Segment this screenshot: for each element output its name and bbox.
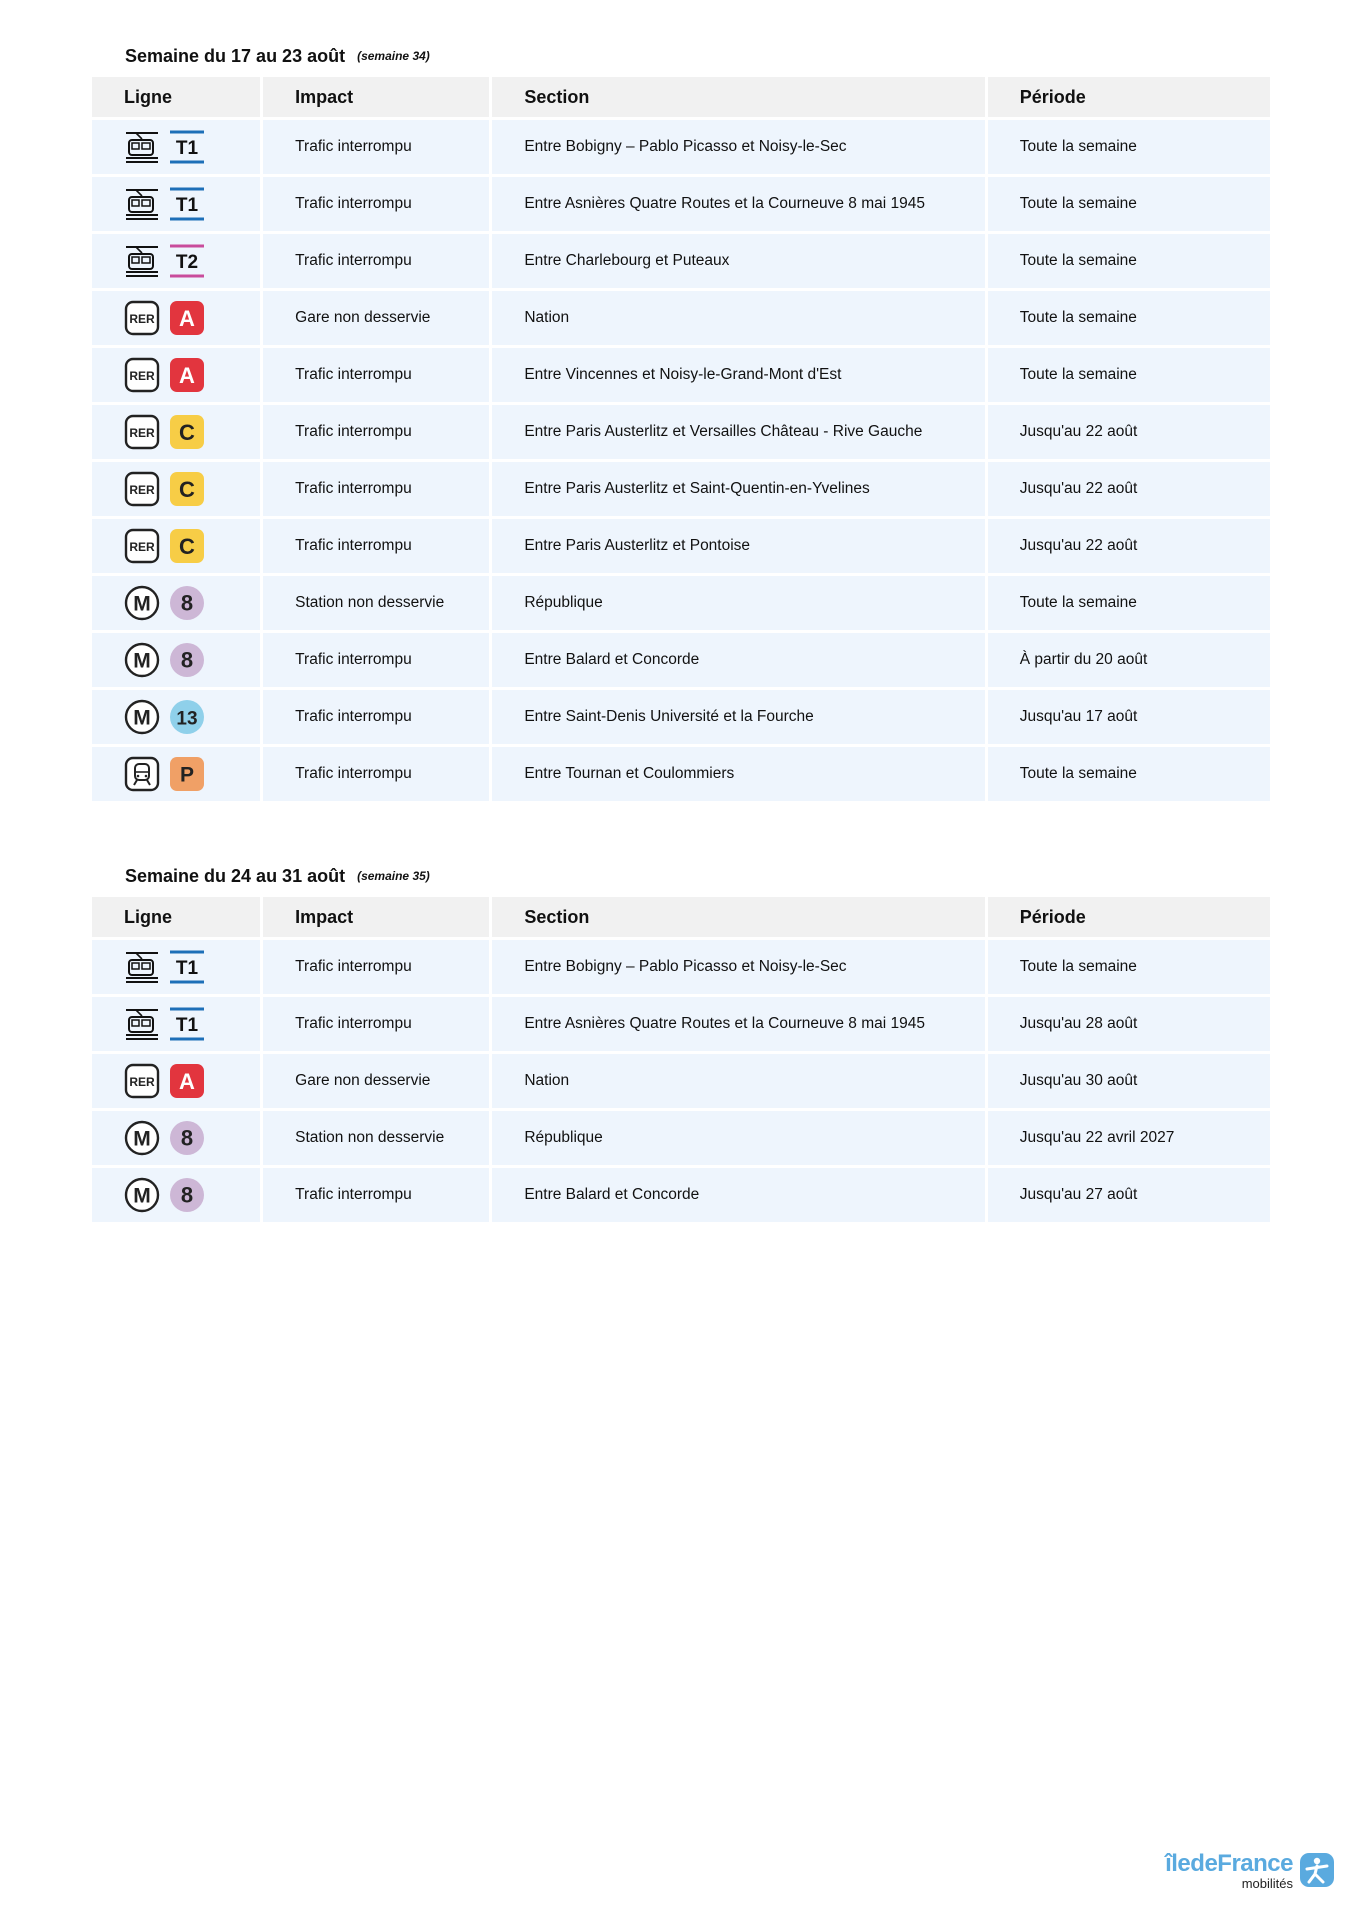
header-ligne: Ligne — [92, 77, 260, 117]
metro-icon — [124, 1120, 160, 1156]
cell-impact: Trafic interrompu — [263, 405, 489, 459]
svg-text:M: M — [133, 706, 151, 730]
cell-section: Entre Paris Austerlitz et Versailles Château - Rive Gauche — [492, 405, 984, 459]
rer-icon — [124, 1063, 160, 1099]
brand-sub: mobilités — [1241, 1876, 1293, 1891]
cell-impact: Trafic interrompu — [263, 940, 489, 994]
cell-ligne — [92, 462, 260, 516]
cell-ligne — [92, 1168, 260, 1222]
cell-section: Entre Charlebourg et Puteaux — [492, 234, 984, 288]
line-label: A — [179, 1069, 195, 1094]
cell-ligne — [92, 690, 260, 744]
svg-text:RER: RER — [129, 426, 155, 440]
cell-impact: Trafic interrompu — [263, 747, 489, 801]
table-row — [92, 519, 1270, 573]
cell-section: Entre Bobigny – Pablo Picasso et Noisy-le-Sec — [492, 940, 984, 994]
cell-ligne — [92, 1111, 260, 1165]
cell-section: Entre Bobigny – Pablo Picasso et Noisy-le-Sec — [492, 120, 984, 174]
line-badge-p — [169, 756, 205, 792]
cell-ligne — [92, 633, 260, 687]
cell-periode: Jusqu'au 30 août — [988, 1054, 1270, 1108]
cell-periode: Toute la semaine — [988, 291, 1270, 345]
cell-section: Entre Saint-Denis Université et la Fourche — [492, 690, 984, 744]
rer-icon — [124, 357, 160, 393]
header-ligne: Ligne — [92, 897, 260, 937]
cell-section: Entre Asnières Quatre Routes et la Courneuve 8 mai 1945 — [492, 177, 984, 231]
cell-impact: Trafic interrompu — [263, 462, 489, 516]
svg-text:RER: RER — [129, 483, 155, 497]
disruptions-table — [89, 894, 1273, 1225]
cell-periode: Jusqu'au 22 août — [988, 462, 1270, 516]
line-badge-c — [169, 414, 205, 450]
week-section-34 — [92, 38, 1270, 804]
line-badge-c — [169, 471, 205, 507]
week-section-35 — [92, 858, 1270, 1225]
line-label: 8 — [180, 590, 194, 616]
cell-ligne — [92, 519, 260, 573]
line-label: T1 — [175, 1015, 199, 1036]
line-badge-c — [169, 528, 205, 564]
header-impact: Impact — [263, 897, 489, 937]
table-row — [92, 462, 1270, 516]
brand-logo — [1155, 1850, 1335, 1892]
tram-icon — [124, 186, 160, 222]
line-label: A — [179, 306, 195, 331]
tram-icon — [124, 949, 160, 985]
line-badge-8 — [169, 585, 205, 621]
line-badge-t1 — [169, 949, 205, 985]
header-periode: Période — [988, 897, 1270, 937]
cell-periode: Jusqu'au 27 août — [988, 1168, 1270, 1222]
line-label: 8 — [180, 1125, 194, 1151]
week-heading — [125, 38, 1270, 74]
metro-icon — [124, 642, 160, 678]
cell-periode: Toute la semaine — [988, 940, 1270, 994]
svg-text:M: M — [133, 592, 151, 616]
cell-section: Entre Balard et Concorde — [492, 633, 984, 687]
week-title: Semaine du 17 au 23 août — [125, 45, 346, 66]
rer-icon — [124, 471, 160, 507]
table-row — [92, 576, 1270, 630]
table-row — [92, 1168, 1270, 1222]
line-badge-t1 — [169, 129, 205, 165]
line-label: T1 — [175, 195, 199, 216]
cell-ligne — [92, 940, 260, 994]
cell-ligne — [92, 291, 260, 345]
line-label: T2 — [175, 252, 199, 273]
svg-text:RER: RER — [129, 540, 155, 554]
line-badge-a — [169, 1063, 205, 1099]
cell-impact: Trafic interrompu — [263, 234, 489, 288]
disruptions-table — [89, 74, 1273, 804]
line-label: P — [179, 763, 195, 787]
tram-icon — [124, 243, 160, 279]
cell-impact: Trafic interrompu — [263, 997, 489, 1051]
line-badge-8 — [169, 642, 205, 678]
cell-periode: Jusqu'au 22 août — [988, 405, 1270, 459]
cell-section: Entre Paris Austerlitz et Saint-Quentin-en-Yvelines — [492, 462, 984, 516]
table-row — [92, 348, 1270, 402]
table-header-row — [92, 77, 1270, 117]
cell-section: Entre Paris Austerlitz et Pontoise — [492, 519, 984, 573]
cell-impact: Station non desservie — [263, 576, 489, 630]
table-row — [92, 690, 1270, 744]
cell-periode: Jusqu'au 22 avril 2027 — [988, 1111, 1270, 1165]
line-label: T1 — [175, 138, 199, 159]
table-row — [92, 234, 1270, 288]
cell-impact: Trafic interrompu — [263, 1168, 489, 1222]
line-badge-a — [169, 357, 205, 393]
svg-text:RER: RER — [129, 369, 155, 383]
week-subtitle: (semaine 34) — [357, 49, 430, 63]
table-row — [92, 633, 1270, 687]
rer-icon — [124, 300, 160, 336]
cell-ligne — [92, 234, 260, 288]
table-row — [92, 1111, 1270, 1165]
cell-section: Nation — [492, 1054, 984, 1108]
tram-icon — [124, 129, 160, 165]
cell-ligne — [92, 576, 260, 630]
line-label: 8 — [180, 647, 194, 673]
train-icon — [124, 756, 160, 792]
cell-ligne — [92, 997, 260, 1051]
svg-text:M: M — [133, 1127, 151, 1151]
cell-periode: Jusqu'au 28 août — [988, 997, 1270, 1051]
line-label: C — [179, 534, 195, 559]
cell-section: Entre Tournan et Coulommiers — [492, 747, 984, 801]
cell-ligne — [92, 1054, 260, 1108]
table-row — [92, 997, 1270, 1051]
line-label: T1 — [175, 958, 199, 979]
cell-periode: Toute la semaine — [988, 747, 1270, 801]
cell-section: Nation — [492, 291, 984, 345]
metro-icon — [124, 585, 160, 621]
cell-section: République — [492, 1111, 984, 1165]
cell-periode: Toute la semaine — [988, 177, 1270, 231]
table-row — [92, 120, 1270, 174]
cell-section: Entre Asnières Quatre Routes et la Courneuve 8 mai 1945 — [492, 997, 984, 1051]
svg-text:RER: RER — [129, 1075, 155, 1089]
idfm-logo-icon — [1299, 1852, 1335, 1888]
cell-section: République — [492, 576, 984, 630]
line-badge-8 — [169, 1120, 205, 1156]
line-label: C — [179, 477, 195, 502]
cell-impact: Trafic interrompu — [263, 633, 489, 687]
rer-icon — [124, 528, 160, 564]
line-badge-t2 — [169, 243, 205, 279]
cell-periode: Toute la semaine — [988, 234, 1270, 288]
header-section: Section — [492, 897, 984, 937]
svg-text:M: M — [133, 1184, 151, 1208]
cell-impact: Trafic interrompu — [263, 348, 489, 402]
table-header-row — [92, 897, 1270, 937]
brand-name: îledeFrance — [1165, 1850, 1293, 1877]
cell-impact: Trafic interrompu — [263, 690, 489, 744]
svg-text:M: M — [133, 649, 151, 673]
cell-ligne — [92, 120, 260, 174]
metro-icon — [124, 699, 160, 735]
cell-impact: Trafic interrompu — [263, 177, 489, 231]
cell-periode: Toute la semaine — [988, 120, 1270, 174]
table-row — [92, 291, 1270, 345]
line-label: C — [179, 420, 195, 445]
cell-periode: Toute la semaine — [988, 348, 1270, 402]
line-badge-8 — [169, 1177, 205, 1213]
table-row — [92, 405, 1270, 459]
cell-periode: Jusqu'au 17 août — [988, 690, 1270, 744]
table-row — [92, 940, 1270, 994]
table-row — [92, 747, 1270, 801]
line-label: 13 — [176, 708, 198, 730]
line-badge-t1 — [169, 186, 205, 222]
cell-ligne — [92, 747, 260, 801]
tram-icon — [124, 1006, 160, 1042]
metro-icon — [124, 1177, 160, 1213]
svg-text:RER: RER — [129, 312, 155, 326]
header-impact: Impact — [263, 77, 489, 117]
rer-icon — [124, 414, 160, 450]
cell-impact: Gare non desservie — [263, 291, 489, 345]
cell-impact: Trafic interrompu — [263, 120, 489, 174]
cell-impact: Trafic interrompu — [263, 519, 489, 573]
week-heading — [125, 858, 1270, 894]
week-title: Semaine du 24 au 31 août — [125, 865, 346, 886]
header-periode: Période — [988, 77, 1270, 117]
cell-section: Entre Balard et Concorde — [492, 1168, 984, 1222]
cell-periode: À partir du 20 août — [988, 633, 1270, 687]
table-row — [92, 177, 1270, 231]
cell-periode: Toute la semaine — [988, 576, 1270, 630]
cell-periode: Jusqu'au 22 août — [988, 519, 1270, 573]
cell-ligne — [92, 177, 260, 231]
cell-section: Entre Vincennes et Noisy-le-Grand-Mont d'Est — [492, 348, 984, 402]
cell-impact: Station non desservie — [263, 1111, 489, 1165]
cell-ligne — [92, 348, 260, 402]
line-badge-t1 — [169, 1006, 205, 1042]
cell-impact: Gare non desservie — [263, 1054, 489, 1108]
line-label: A — [179, 363, 195, 388]
line-badge-13 — [169, 699, 205, 735]
cell-ligne — [92, 405, 260, 459]
header-section: Section — [492, 77, 984, 117]
table-row — [92, 1054, 1270, 1108]
line-badge-a — [169, 300, 205, 336]
line-label: 8 — [180, 1182, 194, 1208]
week-subtitle: (semaine 35) — [357, 869, 430, 883]
